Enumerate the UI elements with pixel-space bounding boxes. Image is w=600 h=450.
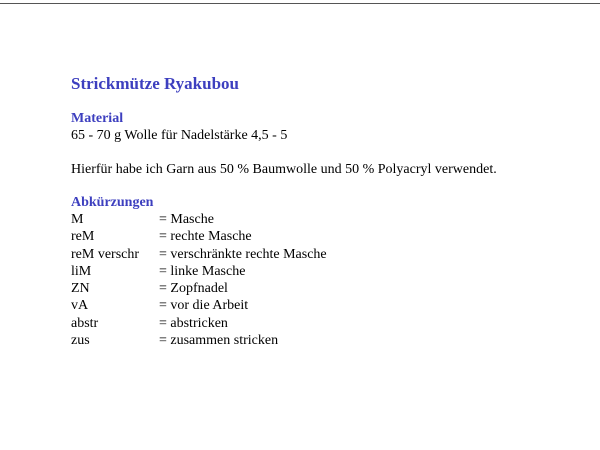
abbreviation-row xyxy=(71,280,591,297)
abbreviation-definition: = vor die Arbeit xyxy=(159,298,249,314)
document-title: Strickmütze Ryakubou xyxy=(71,74,239,93)
document-body xyxy=(71,73,591,349)
abbreviation-row xyxy=(71,246,591,263)
material-amount: 65 - 70 g Wolle für Nadelstärke 4,5 - 5 xyxy=(71,128,288,143)
abbreviations-list xyxy=(71,211,591,349)
abbreviation-definition: = zusammen stricken xyxy=(159,333,279,349)
abbreviation-key: liM xyxy=(71,263,92,279)
abbreviation-definition: = abstricken xyxy=(159,315,228,331)
abbreviation-row xyxy=(71,332,591,349)
abbreviation-key: reM xyxy=(71,229,95,245)
abbreviation-key: abstr xyxy=(71,315,99,331)
abbreviation-row xyxy=(71,263,591,280)
abbreviation-definition: = Zopfnadel xyxy=(159,281,228,297)
abbreviations-heading: Abkürzungen xyxy=(71,195,154,210)
abbreviation-key: zus xyxy=(71,333,90,349)
abbreviation-key: reM verschr xyxy=(71,246,140,262)
top-border-line xyxy=(0,3,600,4)
abbreviation-row xyxy=(71,315,591,332)
abbreviation-key: M xyxy=(71,212,84,227)
abbreviation-key: vA xyxy=(71,298,89,314)
abbreviation-key: ZN xyxy=(71,281,90,297)
abbreviation-definition: = Masche xyxy=(159,212,214,227)
material-heading: Material xyxy=(71,111,124,126)
abbreviation-definition: = rechte Masche xyxy=(159,229,252,245)
abbreviation-row xyxy=(71,297,591,314)
material-note: Hierfür habe ich Garn aus 50 % Baumwolle und 50 % Polyacryl verwendet. xyxy=(71,162,497,177)
abbreviation-row xyxy=(71,228,591,245)
abbreviation-definition: = linke Masche xyxy=(159,263,246,279)
abbreviation-definition: = verschränkte rechte Masche xyxy=(159,246,327,262)
abbreviation-row xyxy=(71,211,591,228)
